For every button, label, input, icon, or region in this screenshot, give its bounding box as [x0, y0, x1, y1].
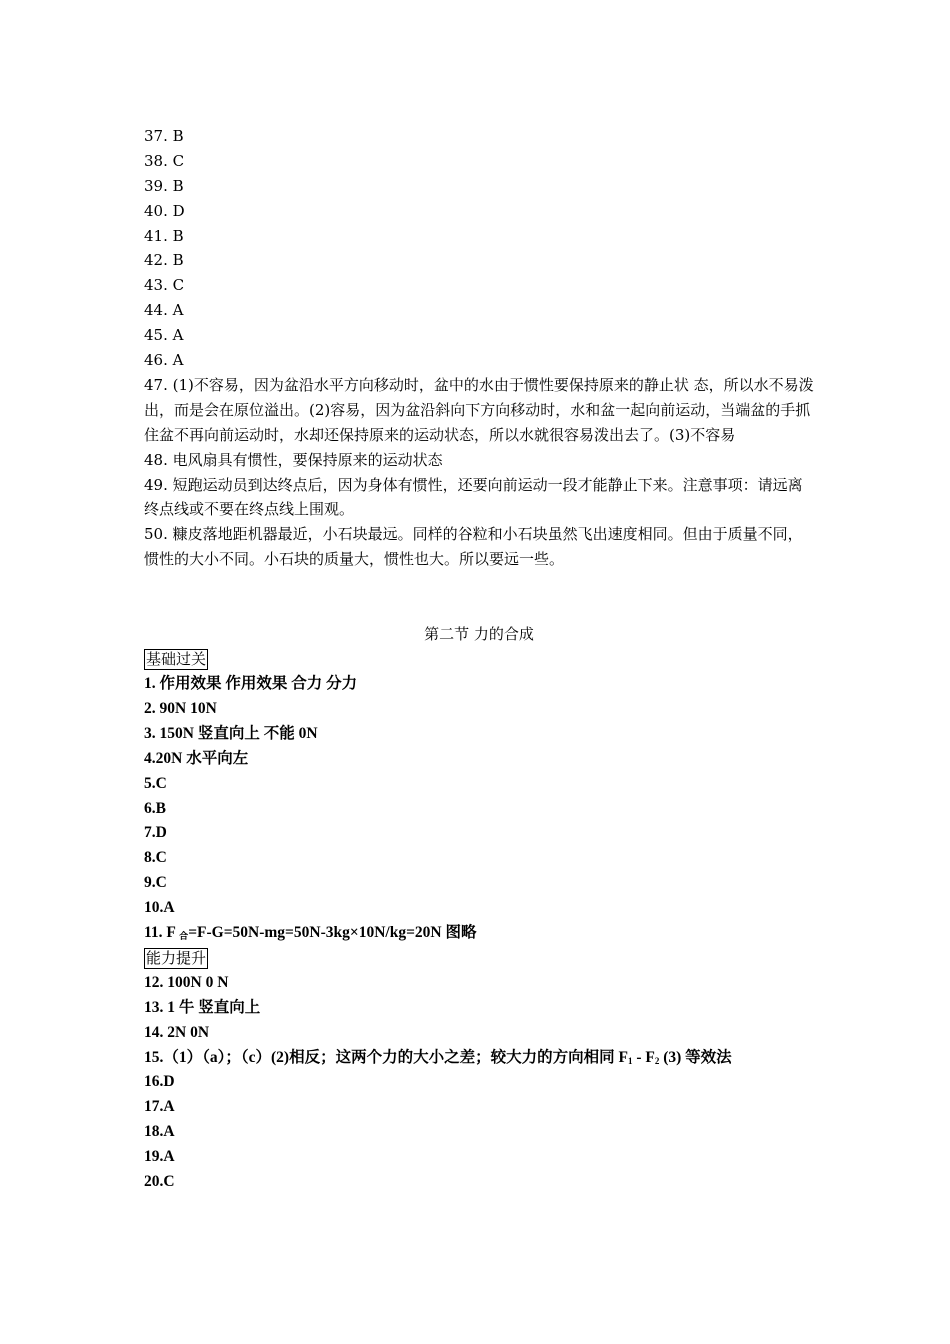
basic-answer-1: 1. 作用效果 作用效果 合力 分力 [144, 675, 358, 693]
basic-section [144, 647, 814, 946]
answer-45: 45. A [144, 326, 184, 345]
q11-formula: =F-G=50N-mg=50N-3kg×10N/kg=20N 图略 [188, 923, 477, 941]
advanced-answer-15 [144, 1046, 814, 1071]
answer-39: 39. B [144, 176, 184, 195]
basic-answer-7: 7.D [144, 824, 167, 842]
document-page [144, 124, 814, 1195]
advanced-answer-12: 12. 100N 0 N [144, 973, 229, 991]
section-title: 第二节 力的合成 [424, 625, 534, 644]
answer-48: 48. 电风扇具有惯性，要保持原来的运动状态 [144, 450, 443, 469]
advanced-answer-18: 18.A [144, 1123, 175, 1141]
basic-answer-9: 9.C [144, 874, 167, 892]
answer-37: 37. B [144, 127, 184, 145]
advanced-answer-20: 20.C [144, 1172, 175, 1190]
basic-answer-5: 5.C [144, 774, 167, 792]
q15-subscript-1: 1 [627, 1055, 633, 1066]
answer-40: 40. D [144, 201, 185, 220]
q11-prefix: 11. F [144, 923, 180, 941]
answer-46: 46. A [144, 351, 184, 370]
answer-41: 41. B [144, 226, 184, 245]
basic-answer-6: 6.B [144, 799, 166, 817]
advanced-section [144, 946, 814, 1195]
basic-answer-2: 2. 90N 10N [144, 699, 217, 717]
answer-47: 47. (1)不容易，因为盆沿水平方向移动时，盆中的水由于惯性要保持原来的静止状 态，所以水不易泼出，而是会在原位溢出。(2)容易，因为盆沿斜向下方向移动时，水和盆一起向前运动，当端盆的手抓住盆不再向前运动时，水却还保持原来的运动状态，所以水就很容易泼出去了。(3)不容易 [144, 375, 814, 444]
answer-44: 44. A [144, 301, 184, 320]
advanced-answer-17: 17.A [144, 1098, 175, 1116]
q15-text: 15.（1）（a）；（c）(2)相反；这两个力的大小之差；较大力的方向相同 F [144, 1048, 628, 1066]
q11-subscript: 合 [179, 930, 189, 941]
answer-42: 42. B [144, 251, 184, 270]
basic-answer-11 [144, 921, 814, 946]
basic-answer-4: 4.20N 水平向左 [144, 749, 249, 767]
basic-answer-3: 3. 150N 竖直向上 不能 0N [144, 724, 318, 742]
basic-label: 基础过关 [146, 650, 207, 669]
advanced-label: 能力提升 [146, 948, 207, 967]
advanced-answer-13: 13. 1 牛 竖直向上 [144, 998, 261, 1016]
prev-answer-list [144, 124, 814, 373]
q15-tail: (3) 等效法 [659, 1048, 732, 1066]
basic-answer-10: 10.A [144, 899, 175, 917]
answer-50: 50. 糠皮落地距机器最近，小石块最远。同样的谷粒和小石块虽然飞出速度相同。但由于质量不同，惯性的大小不同。小石块的质量大，惯性也大。所以要远一些。 [144, 525, 803, 569]
advanced-answer-16: 16.D [144, 1073, 175, 1091]
q15-subscript-2: 2 [654, 1055, 660, 1066]
answer-38: 38. C [144, 151, 185, 170]
answer-49: 49. 短跑运动员到达终点后，因为身体有惯性，还要向前运动一段才能静止下来。注意事项：请远离终点线或不要在终点线上围观。 [144, 475, 803, 519]
advanced-answer-14: 14. 2N 0N [144, 1023, 210, 1041]
answer-43: 43. C [144, 276, 185, 295]
q15-minus: - F [632, 1048, 655, 1066]
advanced-answer-19: 19.A [144, 1148, 175, 1166]
basic-answer-8: 8.C [144, 849, 167, 867]
